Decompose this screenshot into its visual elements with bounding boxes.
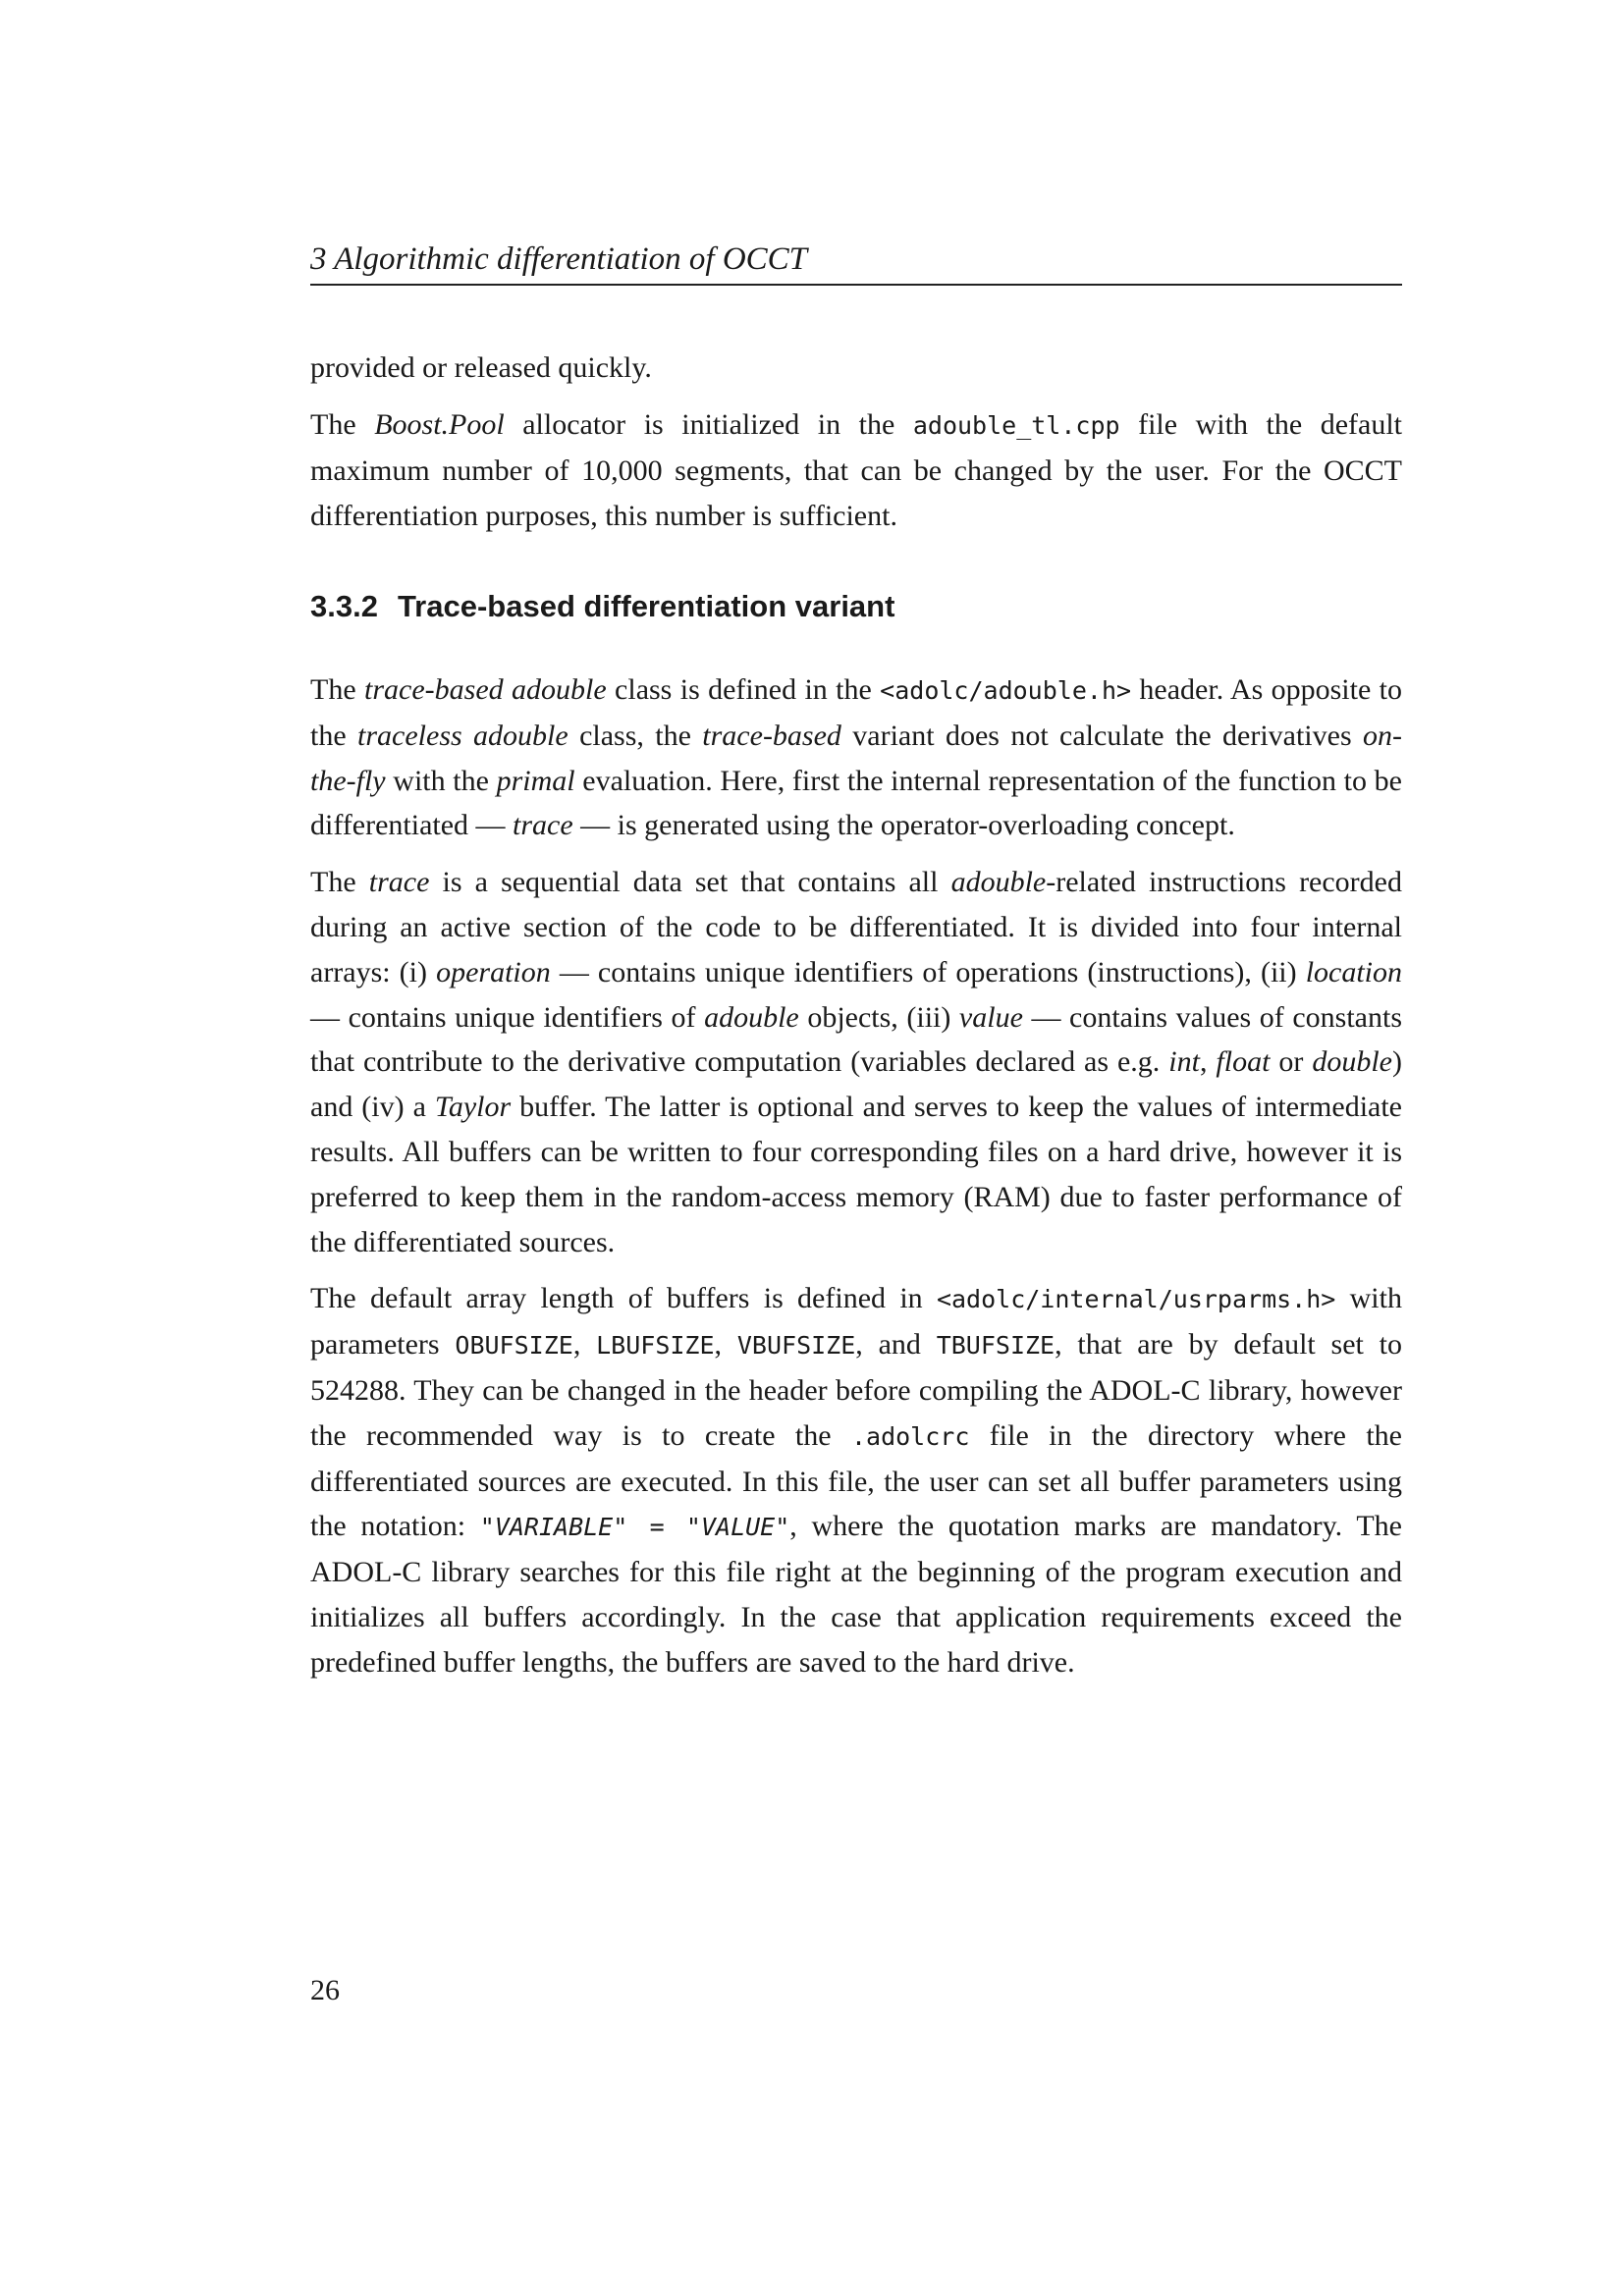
section-number: 3.3.2 [310,589,378,623]
paragraph-trace-based: The trace-based adouble class is defined in the <adolc/adouble.h> header. As opposite to the traceless adouble class, the trace-based variant does not calculate the derivatives on-the-fly with the primal evaluation. Here, first the internal representation of the function to be differentiated — trace — is generated using the operator-overloading concept. [310,673,1403,842]
continuation-paragraph: provided or released quickly. [310,351,652,384]
code-filename: adouble_tl.cpp [912,411,1120,440]
code-adolcrc: .adolcrc [850,1421,970,1451]
paragraph-buffer-length: The default array length of buffers is defined in <adolc/internal/usrparms.h> with parameters OBUFSIZE, LBUFSIZE, VBUFSIZE, and TBUFSIZE, that are by default set to 524288. They can be changed in the header before compiling the ADOL-C library, however the recommended way is to create the .adolcrc file in the directory where the differentiated sources are executed. In this file, the user can set all buffer parameters using the notation: "VARIABLE" = "VALUE", where the quotation marks are mandatory. The ADOL-C library searches for this file right at the beginning of the program execution and initializes all buffers accordingly. In the case that application requirements exceed the predefined buffer lengths, the buffers are saved to the hard drive. [310,1282,1403,1679]
section-heading [310,585,894,628]
intro-text [310,346,1402,551]
code-usrparms: <adolc/internal/usrparms.h> [936,1285,1336,1314]
boost-pool-paragraph: The Boost.Pool allocator is initialized in the adouble_tl.cpp file with the default maximum number of 10,000 segments, that can be changed by the user. For the OCCT differentiation purposes, this number is sufficient. [310,408,1402,532]
header-rule [310,284,1402,286]
term-boost-pool: Boost.Pool [374,408,505,441]
paragraph-trace-arrays: The trace is a sequential data set that contains all adouble-related instructions recorded during an active section of the code to be differentiated. It is divided into four internal arrays: (i) operation — contains unique identifiers of operations (instructions), (ii) location — contains unique identifiers of adouble objects, (iii) value — contains values of constants that contribute to the derivative computation (variables declared as e.g. int, float or double) and (iv) a Taylor buffer. The latter is optional and serves to keep the values of intermediate results. All buffers can be written to four corresponding files on a hard drive, however it is preferred to keep them in the random-access memory (RAM) due to faster performance of the differentiated sources. [310,866,1403,1258]
page-number: 26 [310,1974,340,2006]
code-header: <adolc/adouble.h> [880,676,1132,705]
running-header: 3 Algorithmic differentiation of OCCT [310,241,808,277]
section-body [310,667,1402,1697]
section-title: Trace-based differentiation variant [397,589,895,623]
